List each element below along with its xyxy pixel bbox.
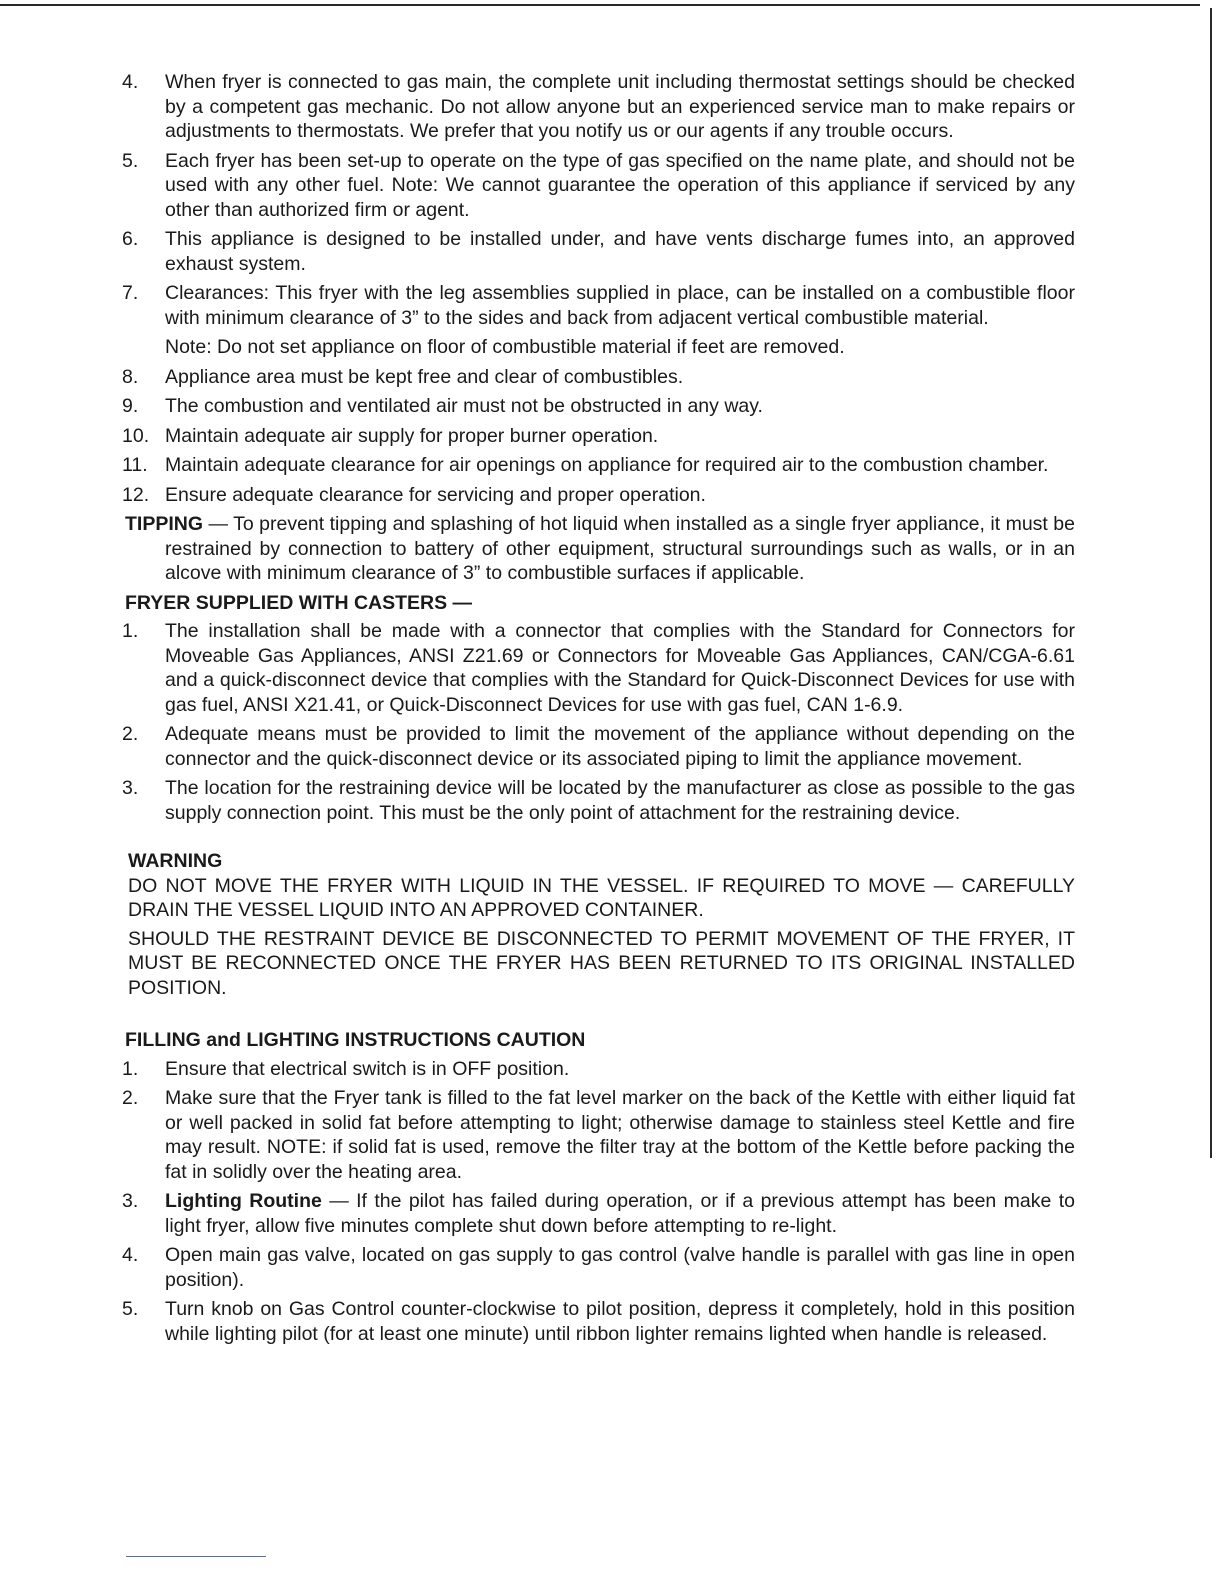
tipping-text: — To prevent tipping and splashing of hot liquid when installed as a single fryer appliance, it must be restrained by connection to battery of other equipment, structural surroundings such as walls, or in an alcove with minimum clearance of 3” to combustible surfaces if applicable.: [165, 513, 1075, 584]
list-item-6: 6. This appliance is designed to be installed under, and have vents discharge fumes into, an approved exhaust system.: [122, 228, 1075, 275]
document-content: [120, 70, 1075, 1351]
list-item-11: 11. Maintain adequate clearance for air openings on appliance for required air to the combustion chamber.: [122, 454, 1049, 476]
filling-heading: FILLING and LIGHTING INSTRUCTIONS CAUTION: [125, 1029, 586, 1051]
filling-item-1: 1. Ensure that electrical switch is in OFF position.: [122, 1057, 570, 1080]
filling-item-5: 5. Turn knob on Gas Control counter-clockwise to pilot position, depress it completely, hold in this position while lighting pilot (for at least one minute) until ribbon lighter remains lighted when handle is released.: [122, 1298, 1075, 1345]
list-item-4: 4. When fryer is connected to gas main, the complete unit including thermostat settings should be checked by a competent gas mechanic. Do not allow anyone but an experienced service man to make repairs or adjustments to thermostats. We prefer that you notify us or our agents if any trouble occurs.: [122, 71, 1075, 142]
lighting-routine-label: Lighting Routine: [165, 1190, 322, 1212]
tipping-label: TIPPING: [125, 513, 204, 535]
scan-mark-bottom: [126, 1556, 266, 1557]
casters-item-1: 1. The installation shall be made with a connector that complies with the Standard for Connectors for Moveable Gas Appliances, ANSI Z21.69 or Connectors for Moveable Gas Appliances, CAN/CGA-6.61 and a quick-disconnect device that complies with the Standard for Quick-Disconnect Devices for use with gas fuel, ANSI X21.41, or Quick-Disconnect Devices for use with gas fuel, CAN 1-6.9.: [122, 620, 1075, 716]
casters-item-3: 3. The location for the restraining device will be located by the manufacturer as close as possible to the gas supply connection point. This must be the only point of attachment for the restraining device.: [122, 777, 1075, 824]
list-item-8: 8. Appliance area must be kept free and clear of combustibles.: [122, 365, 684, 388]
casters-item-2: 2. Adequate means must be provided to limit the movement of the appliance without depending on the connector and the quick-disconnect device or its associated piping to limit the appliance movement.: [122, 723, 1075, 770]
warning-paragraph-1: DO NOT MOVE THE FRYER WITH LIQUID IN THE VESSEL. IF REQUIRED TO MOVE — CAREFULLY DRAIN THE VESSEL LIQUID INTO AN APPROVED CONTAINER.: [128, 874, 1075, 921]
filling-item-4: 4. Open main gas valve, located on gas supply to gas control (valve handle is parallel with gas line in open position).: [122, 1244, 1075, 1291]
list-item-9: 9. The combustion and ventilated air must not be obstructed in any way.: [122, 395, 763, 417]
list-item-10: 10. Maintain adequate air supply for proper burner operation.: [122, 424, 659, 447]
filling-item-3: 3. Lighting Routine — If the pilot has failed during operation, or if a previous attempt has been make to light fryer, allow five minutes complete shut down before attempting to re-light.: [122, 1190, 1075, 1237]
filling-item-2: 2. Make sure that the Fryer tank is filled to the fat level marker on the back of the Kettle with either liquid fat or well packed in solid fat before attempting to light; otherwise damage to stainless steel Kettle and fire may result. NOTE: if solid fat is used, remove the filter tray at the bottom of the Kettle before packing the fat in solidly over the heating area.: [122, 1087, 1075, 1183]
warning-heading: WARNING: [128, 850, 223, 872]
tipping-paragraph: [120, 512, 1075, 586]
list-item-5: 5. Each fryer has been set-up to operate on the type of gas specified on the name plate, and should not be used with any other fuel. Note: We cannot guarantee the operation of this appliance if serviced by any other than authorized firm or agent.: [122, 149, 1075, 221]
note-feet-removed: Note: Do not set appliance on floor of combustible material if feet are removed.: [165, 336, 845, 358]
scan-border-top: [0, 4, 1200, 6]
list-item-7: 7. Clearances: This fryer with the leg assemblies supplied in place, can be installed on a combustible floor with minimum clearance of 3” to the sides and back from adjacent vertical combustible material.: [122, 282, 1075, 329]
scan-border-right: [1210, 8, 1212, 1158]
casters-heading: FRYER SUPPLIED WITH CASTERS —: [125, 591, 473, 614]
warning-block: [128, 849, 1075, 1000]
lighting-routine-text: — If the pilot has failed during operation, or if a previous attempt has been make to light fryer, allow five minutes complete shut down before attempting to re-light.: [165, 1190, 1075, 1237]
list-item-12: 12. Ensure adequate clearance for servicing and proper operation.: [122, 483, 706, 506]
warning-paragraph-2: SHOULD THE RESTRAINT DEVICE BE DISCONNECTED TO PERMIT MOVEMENT OF THE FRYER, IT MUST BE RECONNECTED ONCE THE FRYER HAS BEEN RETURNED TO ITS ORIGINAL INSTALLED POSITION.: [128, 927, 1075, 999]
